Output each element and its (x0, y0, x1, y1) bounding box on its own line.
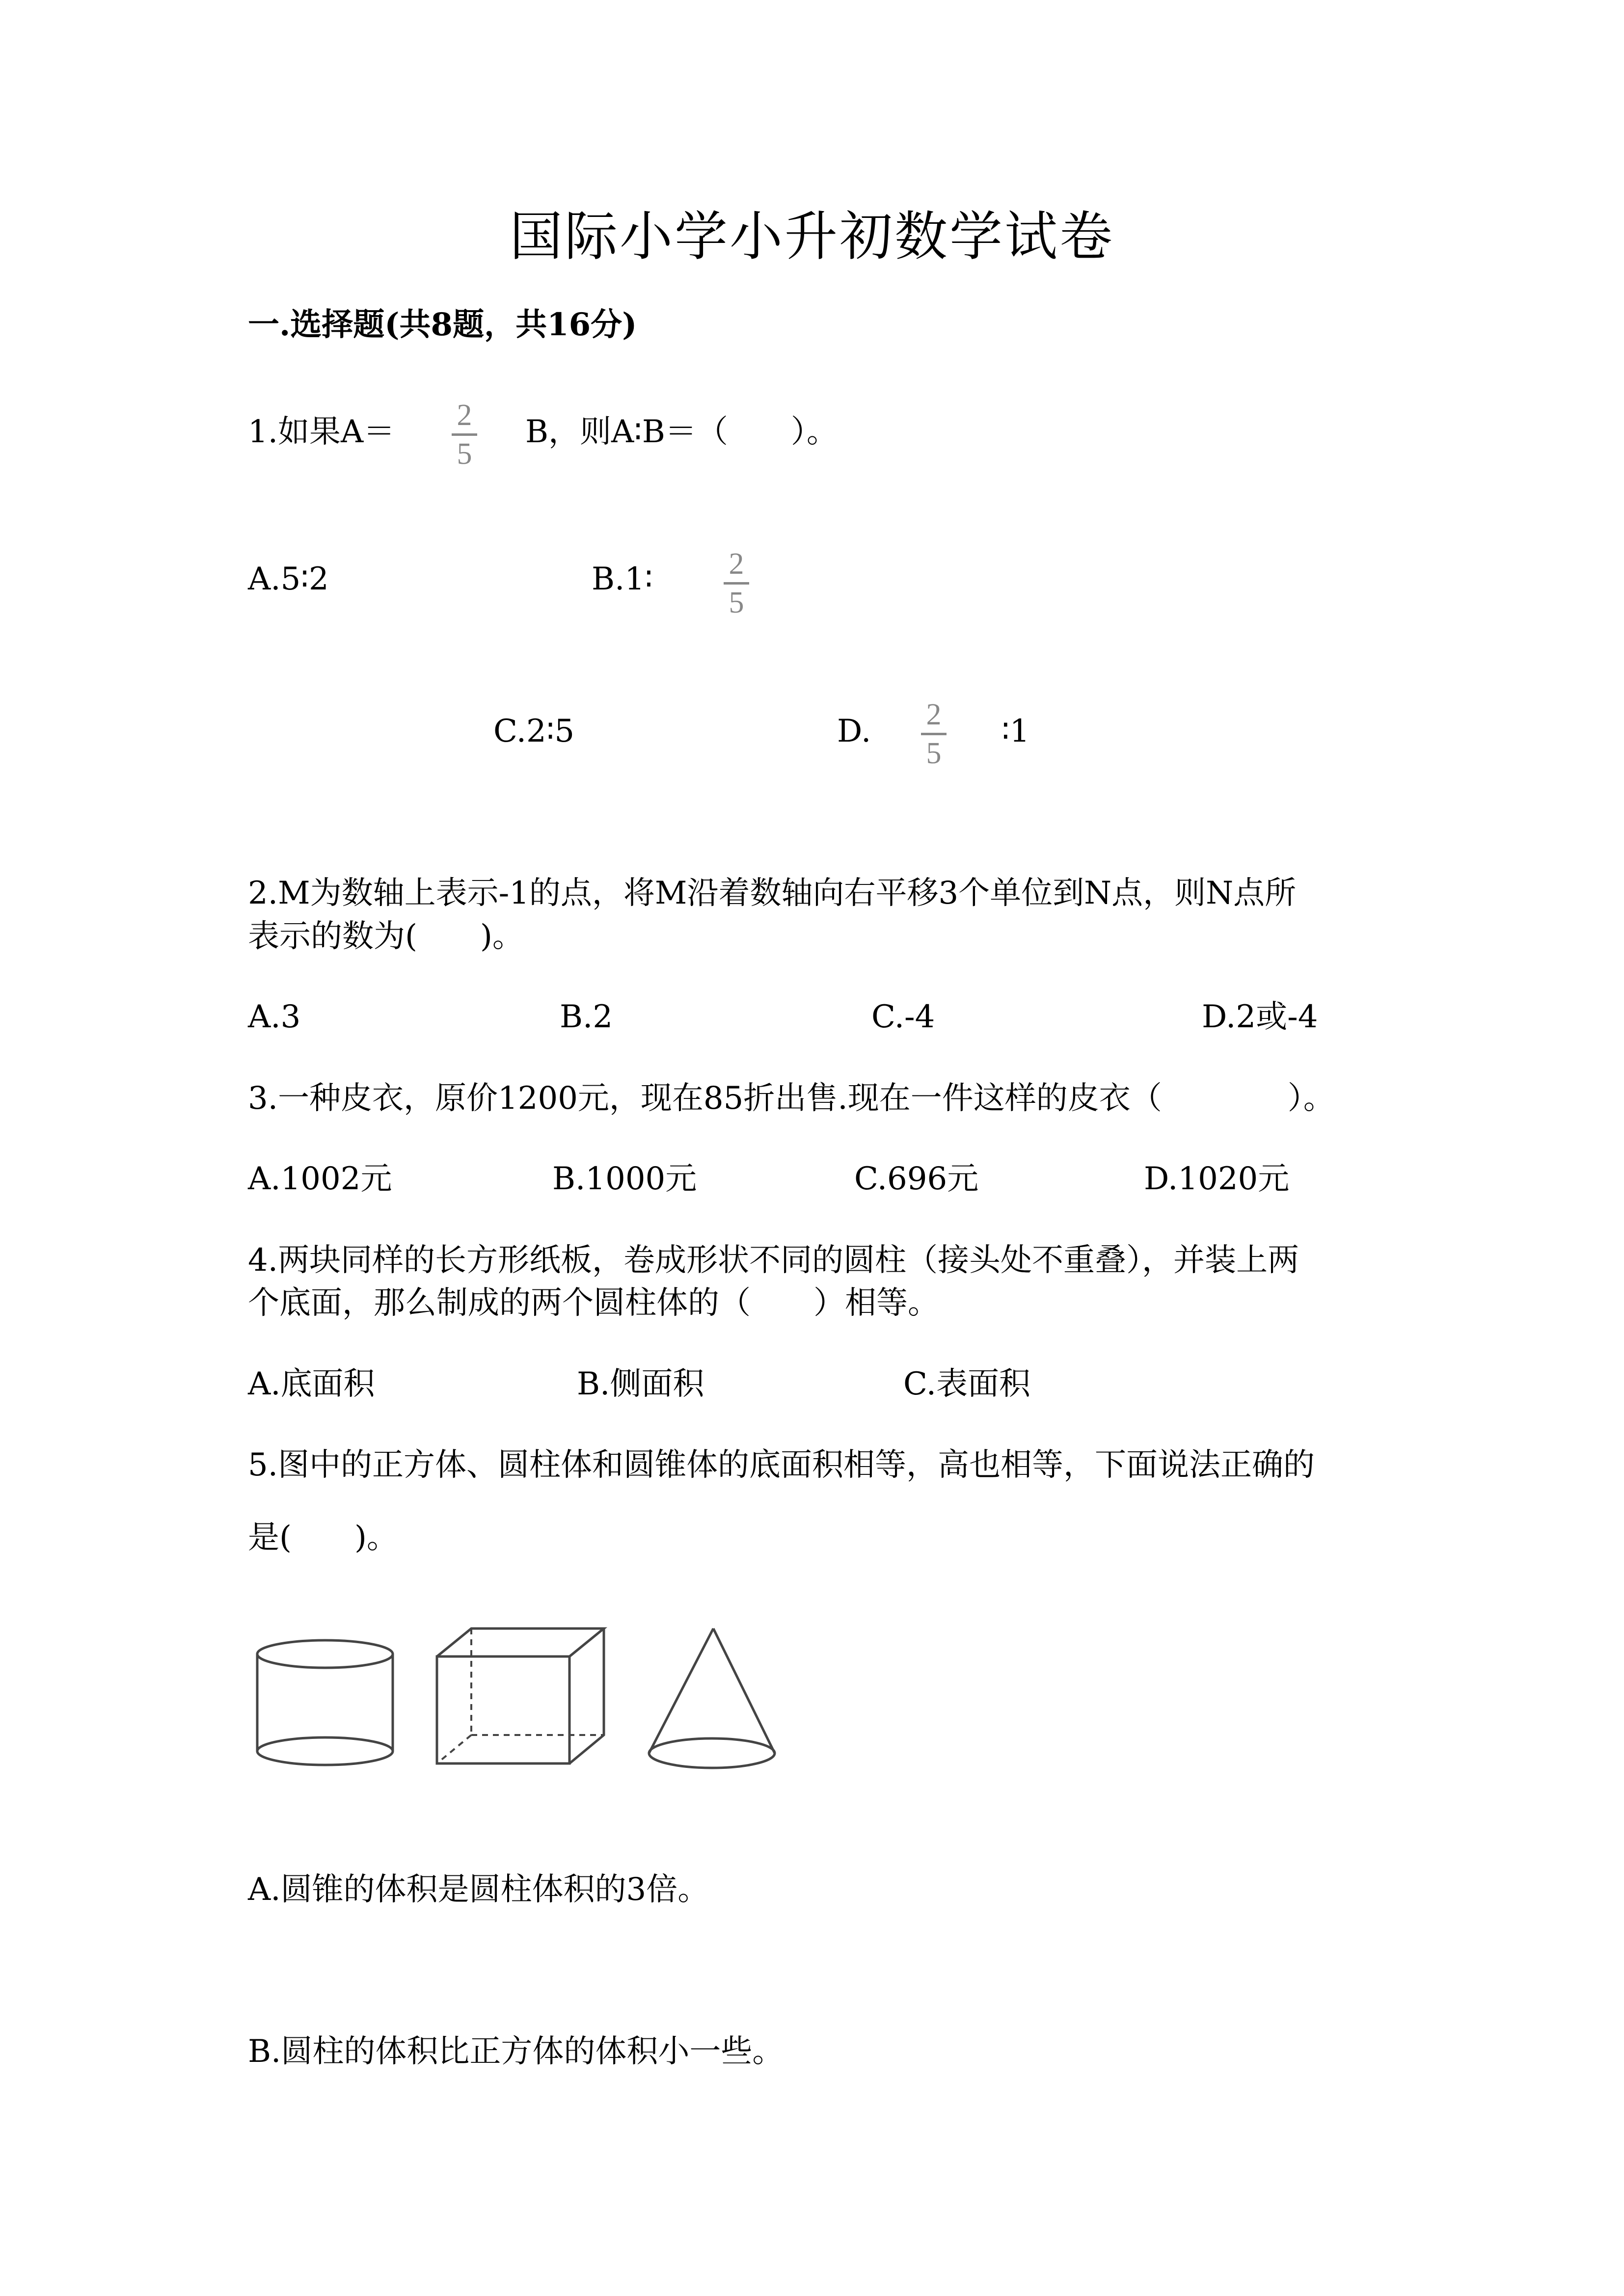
q1-option-c[interactable]: C.2∶5 (493, 713, 575, 749)
q3-stem: 3.一种皮衣，原价1200元，现在85折出售.现在一件这样的皮衣（ ）。 (248, 1080, 1335, 1117)
q1-stem-after: B，则A∶B＝（ ）。 (525, 414, 838, 450)
fraction-bar (452, 433, 477, 436)
fraction-numerator: 2 (926, 698, 942, 731)
q1-stem-fraction (450, 400, 479, 469)
q1-option-d-prefix[interactable]: D. (837, 713, 871, 749)
q2-stem-line2: 表示的数为( )。 (248, 918, 524, 955)
q5-stem-line1: 5.图中的正方体、圆柱体和圆锥体的底面积相等，高也相等，下面说法正确的 (248, 1447, 1315, 1483)
q4-stem-line2: 个底面，那么制成的两个圆柱体的（ ）相等。 (248, 1285, 939, 1321)
section-heading: 一.选择题(共8题，共16分) (248, 306, 637, 343)
q3-option-c[interactable]: C.696元 (854, 1161, 979, 1197)
cube-shape (437, 1629, 604, 1763)
q5-option-a[interactable]: A.圆锥的体积是圆柱体积的3倍。 (248, 1871, 709, 1908)
fraction-numerator: 2 (457, 399, 472, 432)
q2-option-b[interactable]: B.2 (560, 999, 613, 1035)
q1-option-d-fraction (919, 699, 948, 769)
q1-option-a[interactable]: A.5∶2 (248, 561, 329, 597)
q2-option-c[interactable]: C.-4 (871, 999, 935, 1035)
q1-stem-before: 1.如果A＝ (248, 414, 395, 450)
q2-stem-line1: 2.M为数轴上表示-1的点，将M沿着数轴向右平移3个单位到N点，则N点所 (248, 875, 1297, 911)
q2-option-d[interactable]: D.2或-4 (1202, 999, 1318, 1035)
fraction-bar (921, 733, 947, 735)
q1-option-d-suffix: ∶1 (1001, 713, 1030, 749)
fraction-bar (724, 582, 749, 585)
cylinder-shape (257, 1640, 393, 1765)
q3-option-b[interactable]: B.1000元 (552, 1161, 697, 1197)
q5-shapes-figure (241, 1625, 790, 1791)
fraction-denominator: 5 (457, 437, 472, 471)
q4-option-a[interactable]: A.底面积 (248, 1366, 375, 1402)
cone-shape (649, 1629, 775, 1768)
q2-option-a[interactable]: A.3 (248, 999, 301, 1035)
fraction-denominator: 5 (729, 586, 744, 619)
q3-option-a[interactable]: A.1002元 (248, 1161, 392, 1197)
q5-stem-line2: 是( )。 (248, 1520, 398, 1556)
q4-option-c[interactable]: C.表面积 (903, 1366, 1031, 1402)
fraction-denominator: 5 (926, 737, 942, 770)
q3-option-d[interactable]: D.1020元 (1144, 1161, 1290, 1197)
q4-option-b[interactable]: B.侧面积 (577, 1366, 704, 1402)
q4-stem-line1: 4.两块同样的长方形纸板，卷成形状不同的圆柱（接头处不重叠），并装上两 (248, 1242, 1299, 1279)
q5-option-b[interactable]: B.圆柱的体积比正方体的体积小一些。 (248, 2033, 784, 2070)
page-title: 国际小学小升初数学试卷 (509, 206, 1114, 267)
q1-option-b[interactable]: B.1∶ (592, 561, 653, 597)
q1-option-b-fraction (722, 549, 751, 618)
fraction-numerator: 2 (729, 547, 744, 581)
